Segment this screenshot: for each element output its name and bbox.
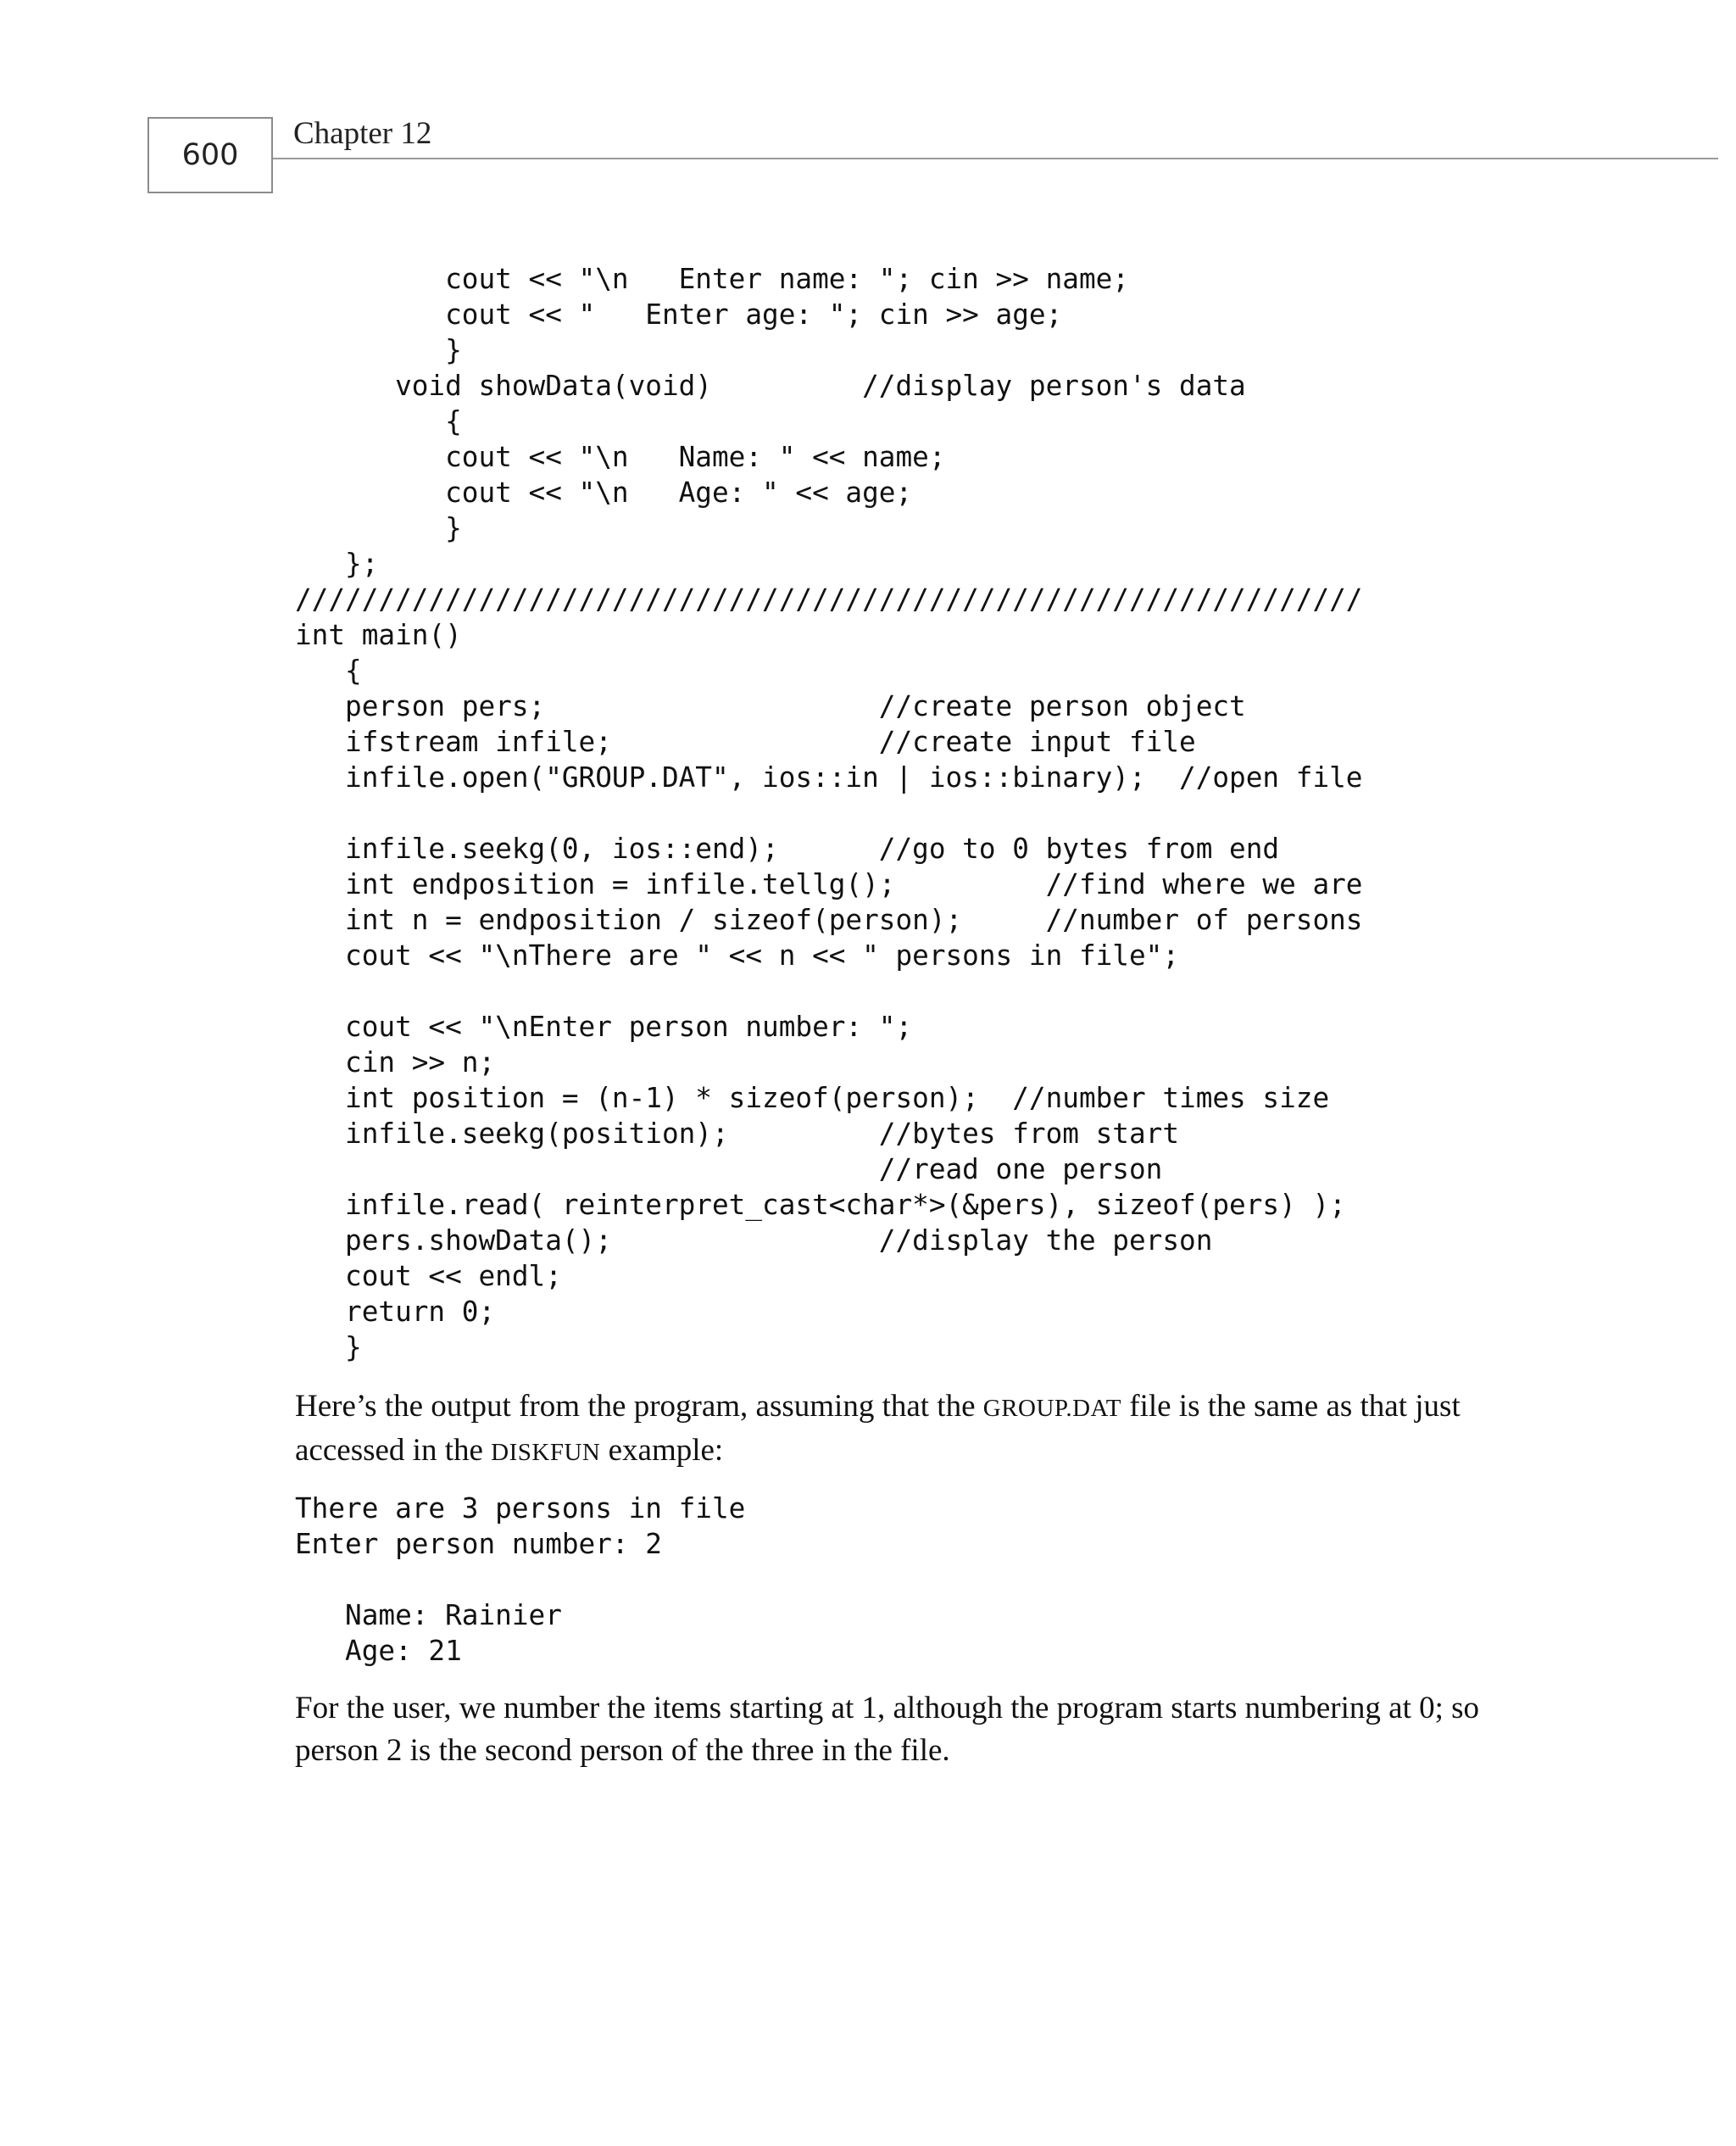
code-line: [295, 973, 1363, 1009]
code-line: ////////////////////////////////////////////////////////////////: [295, 583, 1363, 616]
code-line: ifstream infile; //create input file: [295, 726, 1196, 758]
file-name: GROUP.DAT: [982, 1395, 1121, 1422]
output-line: [295, 1562, 745, 1597]
code-line: return 0;: [295, 1296, 496, 1328]
code-line: infile.seekg(0, ios::end); //go to 0 bytes from end: [295, 833, 1280, 865]
code-line: cout << "\n Name: " << name;: [295, 441, 946, 473]
code-line: {: [295, 405, 462, 438]
output-intro-paragraph: [295, 1385, 1550, 1474]
code-line: int n = endposition / sizeof(person); //number of persons: [295, 904, 1363, 936]
code-line: int endposition = infile.tellg(); //find where we are: [295, 868, 1363, 900]
chapter-title: Chapter 12: [293, 116, 432, 151]
code-line: cout << "\nThere are " << n << " persons in file";: [295, 939, 1180, 972]
code-line: //read one person: [295, 1153, 1163, 1185]
code-line: void showData(void) //display person's data: [295, 370, 1246, 402]
output-line: Enter person number: 2: [295, 1528, 662, 1560]
code-line: cout << " Enter age: "; cin >> age;: [295, 298, 1063, 331]
prose-text: Here’s the output from the program, assuming that the: [295, 1389, 983, 1424]
code-line: int position = (n-1) * sizeof(person); //number times size: [295, 1082, 1330, 1114]
code-line: }: [295, 1331, 362, 1363]
example-name: DISKFUN: [491, 1439, 601, 1466]
code-line: cout << "\n Enter name: "; cin >> name;: [295, 263, 1129, 295]
code-line: int main(): [295, 619, 462, 651]
output-line: There are 3 persons in file: [295, 1492, 746, 1524]
page-number-text: 600: [181, 138, 239, 172]
code-line: infile.read( reinterpret_cast<char*>(&pers), sizeof(pers) );: [295, 1189, 1346, 1221]
code-line: infile.seekg(position); //bytes from start: [295, 1118, 1180, 1150]
code-line: }: [295, 334, 462, 366]
numbering-paragraph: For the user, we number the items starting at 1, although the program starts numbering at 0; so person 2 is the second person of the three in the file.: [295, 1691, 1480, 1768]
program-output: [295, 1491, 745, 1669]
code-line: pers.showData(); //display the person: [295, 1224, 1213, 1257]
code-line: {: [295, 655, 362, 687]
code-line: };: [295, 548, 379, 580]
code-listing: [295, 261, 1363, 1365]
output-line: Age: 21: [295, 1635, 462, 1667]
header-rule: [273, 158, 1718, 159]
page-number: [147, 117, 273, 193]
code-line: }: [295, 512, 462, 544]
code-line: cout << endl;: [295, 1260, 562, 1292]
code-line: infile.open("GROUP.DAT", ios::in | ios::binary); //open file: [295, 761, 1363, 794]
code-line: person pers; //create person object: [295, 690, 1246, 722]
code-line: cout << "\nEnter person number: ";: [295, 1011, 913, 1043]
code-line: [295, 795, 1363, 831]
prose-text: example:: [600, 1433, 724, 1468]
output-line: Name: Rainier: [295, 1599, 562, 1631]
code-line: cin >> n;: [295, 1046, 496, 1079]
prose-text: file is the same as that just accessed in the: [295, 1389, 1461, 1468]
code-line: cout << "\n Age: " << age;: [295, 477, 913, 509]
